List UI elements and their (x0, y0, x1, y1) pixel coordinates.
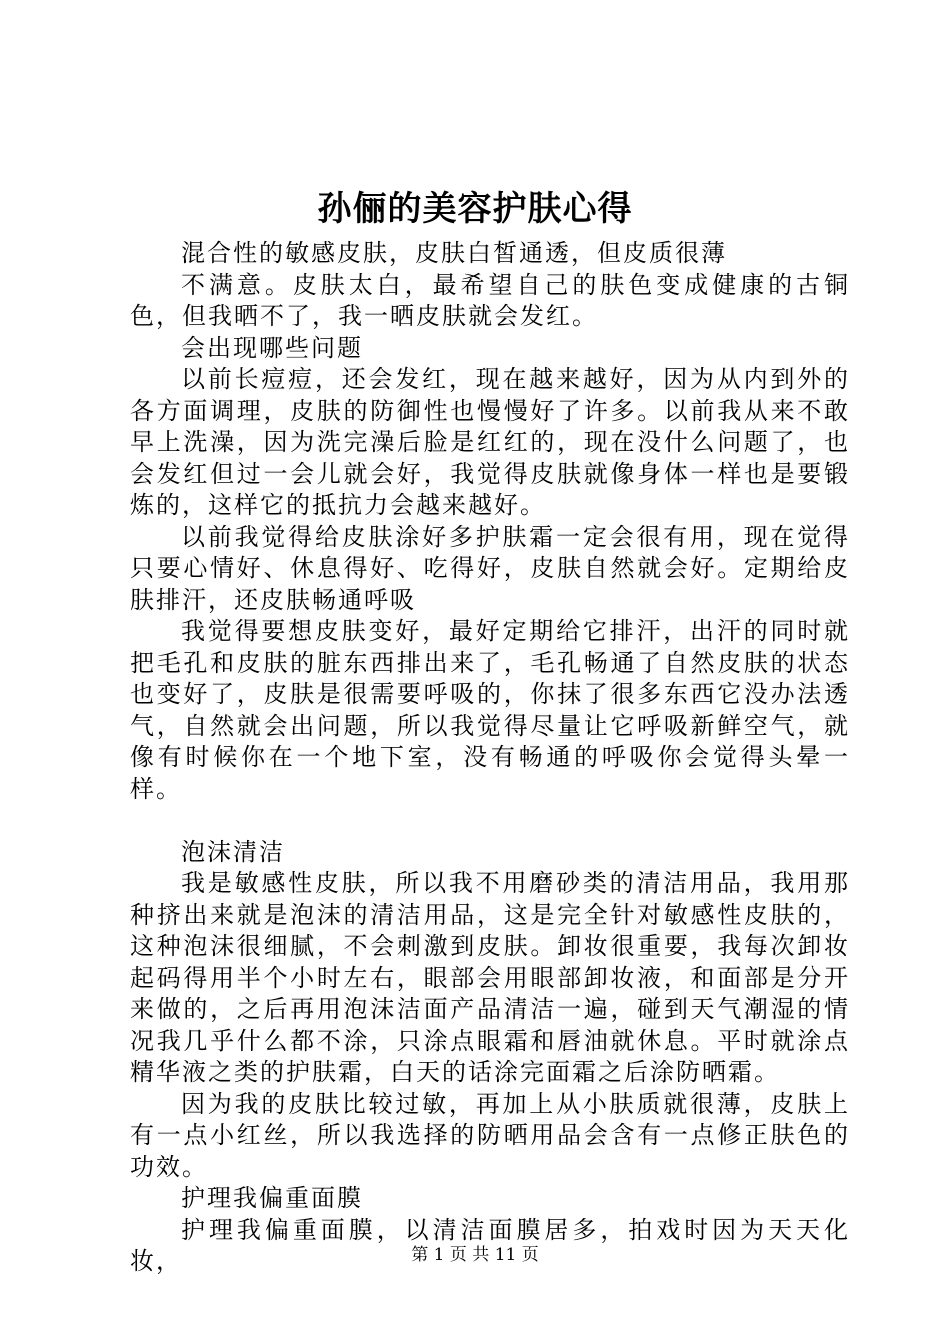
paragraph-face-mask: 护理我偏重面膜，以清洁面膜居多，拍戏时因为天天化妆， (130, 1215, 850, 1275)
paragraph-skin-care-view: 以前我觉得给皮肤涂好多护肤霜一定会很有用，现在觉得只要心情好、休息得好、吃得好，皮肤自然就会好。定期给皮肤排汗，还皮肤畅通呼吸 (130, 522, 850, 614)
paragraph-sweat-breathing: 我觉得要想皮肤变好，最好定期给它排汗，出汗的同时就把毛孔和皮肤的脏东西排出来了，毛孔畅通了自然皮肤的状态也变好了，皮肤是很需要呼吸的，你抹了很多东西它没办法透气，自然就会出问题，所以我觉得尽量让它呼吸新鲜空气，就像有时候你在一个地下室，没有畅通的呼吸你会觉得头晕一样。 (130, 617, 850, 803)
document-title: 孙俪的美容护肤心得 (317, 189, 633, 229)
paragraph-foam-cleansing: 我是敏感性皮肤，所以我不用磨砂类的清洁用品，我用那种挤出来就是泡沫的清洁用品，这是完全针对敏感性皮肤的，这种泡沫很细腻，不会刺激到皮肤。卸妆很重要，我每次卸妆起码得用半个小时左右，眼部会用眼部卸妆液，和面部是分开来做的，之后再用泡沫洁面产品清洁一遍，碰到天气潮湿的情况我几乎什么都不涂，只涂点眼霜和唇油就休息。平时就涂点精华液之类的护肤霜，白天的话涂完面霜之后涂防晒霜。 (130, 869, 850, 1086)
heading-problems: 会出现哪些问题 (181, 333, 363, 362)
paragraph-intro: 混合性的敏感皮肤，皮肤白皙通透，但皮质很薄 (181, 239, 727, 267)
heading-face-mask: 护理我偏重面膜 (181, 1184, 363, 1212)
paragraph-sunscreen: 因为我的皮肤比较过敏，再加上从小肤质就很薄，皮肤上有一点小红丝，所以我选择的防晒用品会含有一点修正肤色的功效。 (130, 1089, 850, 1181)
paragraph-dissatisfied: 不满意。皮肤太白，最希望自己的肤色变成健康的古铜色，但我晒不了，我一晒皮肤就会发红。 (130, 270, 850, 330)
document-body (130, 238, 850, 1278)
heading-foam-cleansing: 泡沫清洁 (181, 837, 285, 866)
page-number-footer: 第 1 页 共 11 页 (411, 1245, 539, 1265)
paragraph-problems: 以前长痘痘，还会发红，现在越来越好，因为从内到外的各方面调理，皮肤的防御性也慢慢好了许多。以前我从来不敢早上洗澡，因为洗完澡后脸是红红的，现在没什么问题了，也会发红但过一会儿就会好，我觉得皮肤就像身体一样也是要锻炼的，这样它的抵抗力会越来越好。 (130, 365, 850, 519)
